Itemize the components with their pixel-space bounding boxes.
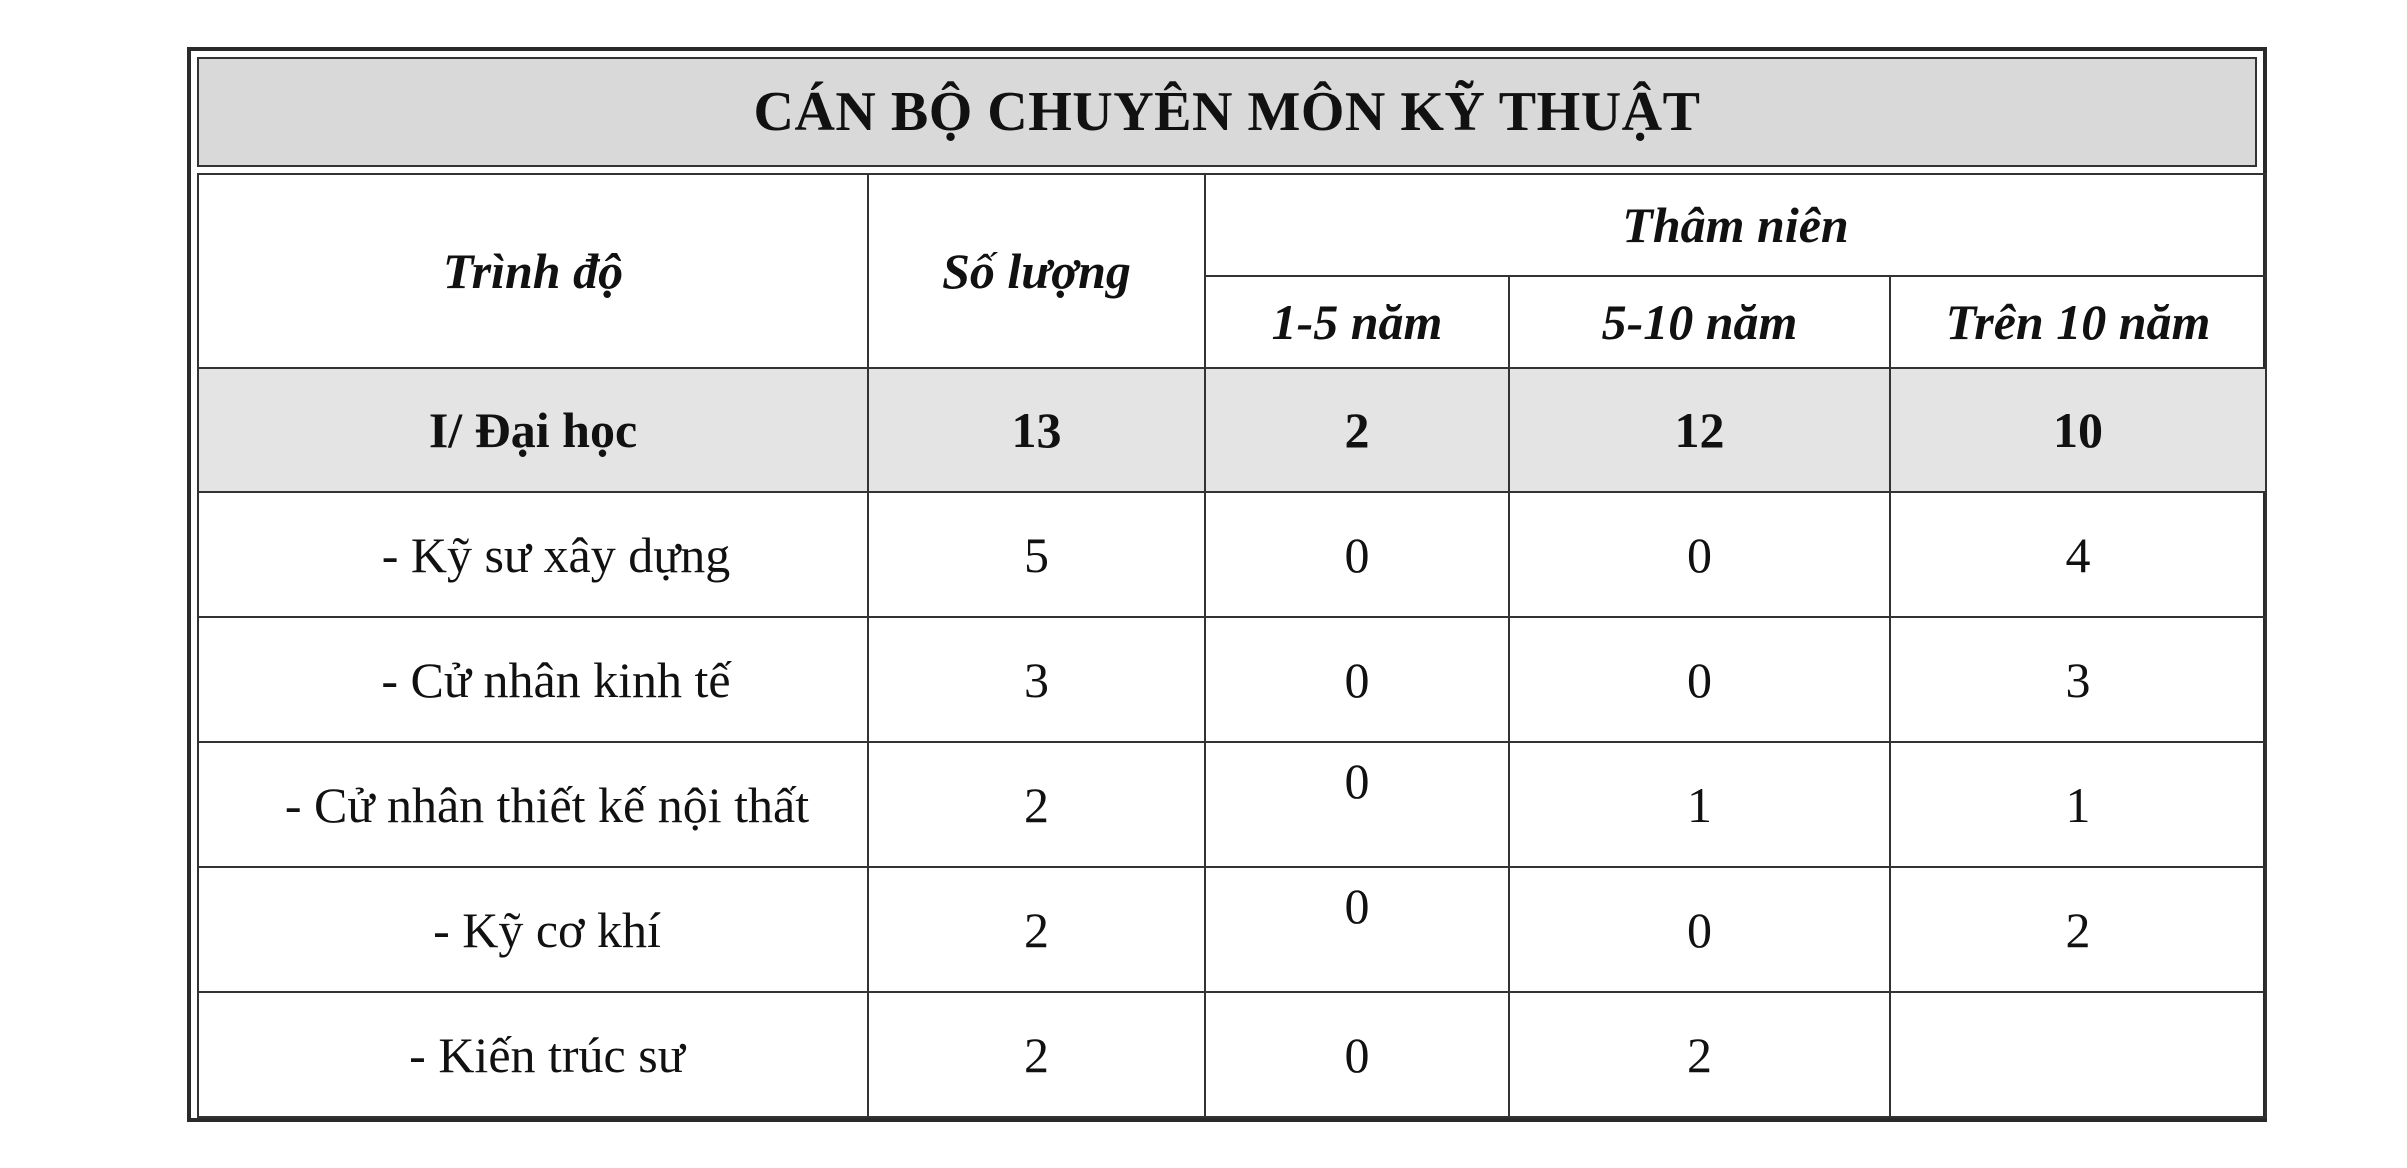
cell-1-5-nam [1205, 867, 1509, 992]
table-row [198, 992, 2266, 1117]
cell-tren-10-nam: 4 [1890, 492, 2266, 617]
cell-so-luong: 2 [868, 742, 1205, 867]
row-label: - Cử nhân thiết kế nội thất [198, 742, 868, 867]
cell-tren-10-nam: 2 [1890, 867, 2266, 992]
section-so-luong: 13 [868, 368, 1205, 492]
cell-1-5-nam [1205, 742, 1509, 867]
cell-5-10-nam: 0 [1509, 617, 1890, 742]
cell-tren-10-nam [1890, 992, 2266, 1117]
section-1-5-nam: 2 [1205, 368, 1509, 492]
cell-tren-10-nam: 1 [1890, 742, 2266, 867]
cell-1-5-nam: 0 [1205, 617, 1509, 742]
cell-5-10-nam: 2 [1509, 992, 1890, 1117]
header-row-top [198, 174, 2266, 276]
row-label: - Kỹ sư xây dựng [198, 492, 868, 617]
cell-so-luong: 2 [868, 992, 1205, 1117]
header-trinh-do [198, 174, 868, 368]
row-label: - Kiến trúc sư [198, 992, 868, 1117]
table-row [198, 742, 2266, 867]
header-5-10-nam: 5-10 năm [1509, 276, 1890, 368]
cell-1-5-nam: 0 [1205, 492, 1509, 617]
cell-5-10-nam: 0 [1509, 867, 1890, 992]
section-tren-10-nam: 10 [1890, 368, 2266, 492]
cell-1-5-nam-value: 0 [1344, 877, 1370, 934]
header-tham-nien: Thâm niên [1205, 174, 2266, 276]
header-so-luong [868, 174, 1205, 368]
header-tren-10-nam: Trên 10 năm [1890, 276, 2266, 368]
table-row [198, 867, 2266, 992]
cell-tren-10-nam: 3 [1890, 617, 2266, 742]
row-label: - Kỹ cơ khí [198, 867, 868, 992]
cell-so-luong: 2 [868, 867, 1205, 992]
table-title: CÁN BỘ CHUYÊN MÔN KỸ THUẬT [197, 57, 2257, 167]
section-5-10-nam: 12 [1509, 368, 1890, 492]
section-row-dai-hoc [198, 368, 2266, 492]
row-label: - Cử nhân kinh tế [198, 617, 868, 742]
section-label: I/ Đại học [198, 368, 868, 492]
staff-table-frame [187, 47, 2267, 1122]
cell-1-5-nam-value: 0 [1344, 752, 1370, 809]
header-so-luong-label: Số lượng [942, 243, 1131, 299]
cell-1-5-nam: 0 [1205, 992, 1509, 1117]
staff-table [197, 173, 2267, 1118]
cell-so-luong: 5 [868, 492, 1205, 617]
table-row [198, 492, 2266, 617]
cell-so-luong: 3 [868, 617, 1205, 742]
header-trinh-do-label: Trình độ [442, 243, 624, 299]
cell-5-10-nam: 1 [1509, 742, 1890, 867]
header-1-5-nam: 1-5 năm [1205, 276, 1509, 368]
table-row [198, 617, 2266, 742]
cell-5-10-nam: 0 [1509, 492, 1890, 617]
